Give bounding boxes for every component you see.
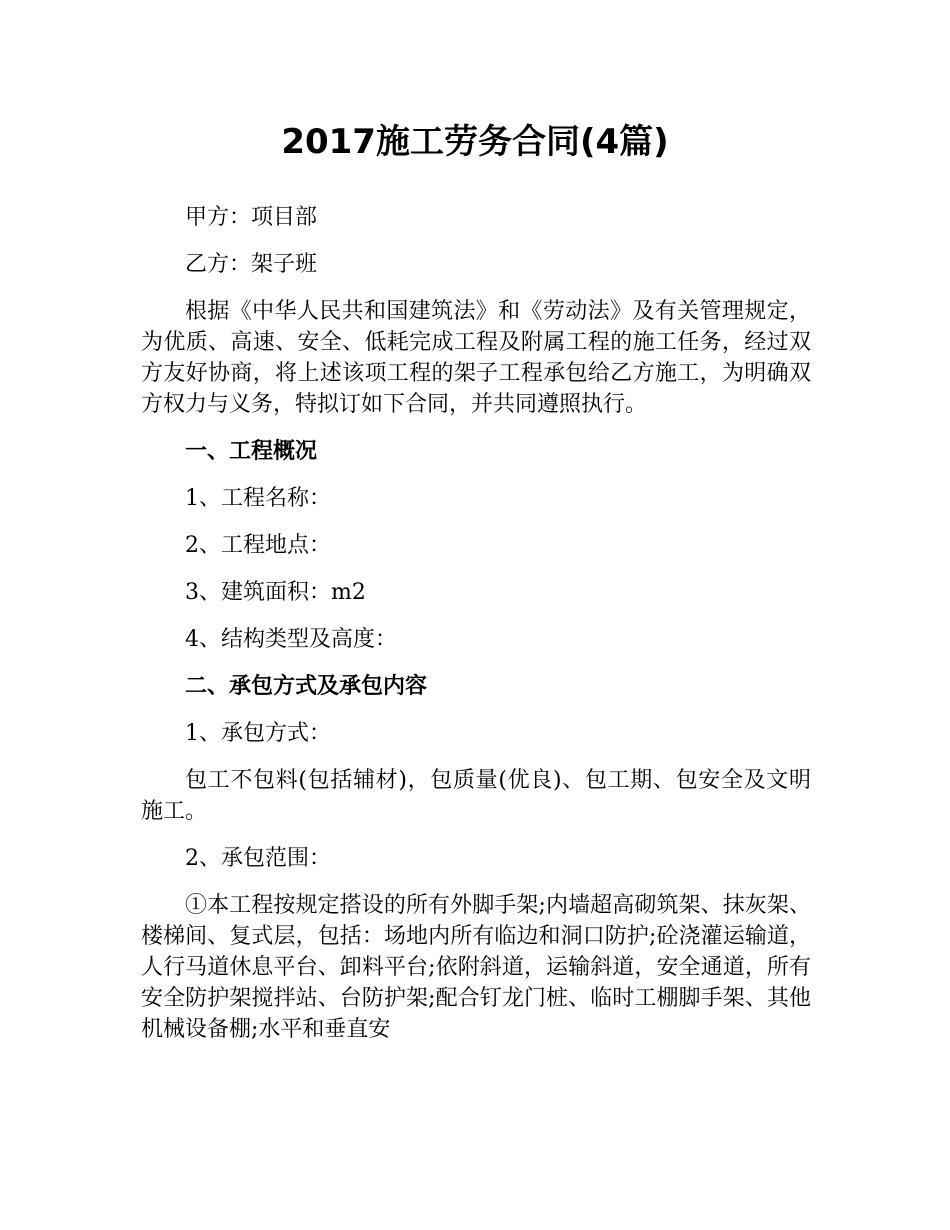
paragraph: 2、承包范围： — [185, 846, 331, 871]
paragraph: 1、工程名称： — [185, 486, 331, 511]
paragraph: 3、建筑面积：m2 — [185, 580, 366, 605]
paragraph: 1、承包方式： — [185, 721, 331, 746]
paragraph: 乙方：架子班 — [185, 252, 318, 277]
paragraph: 甲方：项目部 — [185, 205, 318, 230]
paragraph: 4、结构类型及高度： — [185, 627, 397, 652]
paragraph: 2、工程地点： — [185, 533, 331, 558]
section-heading: 二、承包方式及承包内容 — [185, 673, 428, 699]
paragraph: 包工不包料(包括辅材)，包质量(优良)、包工期、包安全及文明施工。 — [141, 768, 811, 824]
document-body — [141, 202, 811, 1061]
paragraph: ①本工程按规定搭设的所有外脚手架;内墙超高砌筑架、抹灰架、楼梯间、复式层，包括：场地内所有临边和洞口防护;砼浇灌运输道，人行马道休息平台、卸料平台;依附斜道，运输斜道，安全通道，所有安全防护架搅拌站、台防护架;配合钉龙门桩、临时工棚脚手架、其他机械设备棚;水平和垂直安 — [141, 893, 811, 1042]
document-title: 2017施工劳务合同(4篇) — [281, 122, 669, 162]
section-heading: 一、工程概况 — [185, 438, 318, 464]
paragraph: 根据《中华人民共和国建筑法》和《劳动法》及有关管理规定，为优质、高速、安全、低耗完成工程及附属工程的施工任务，经过双方友好协商，将上述该项工程的架子工程承包给乙方施工，为明确双方权力与义务，特拟订如下合同，并共同遵照执行。 — [141, 299, 811, 417]
